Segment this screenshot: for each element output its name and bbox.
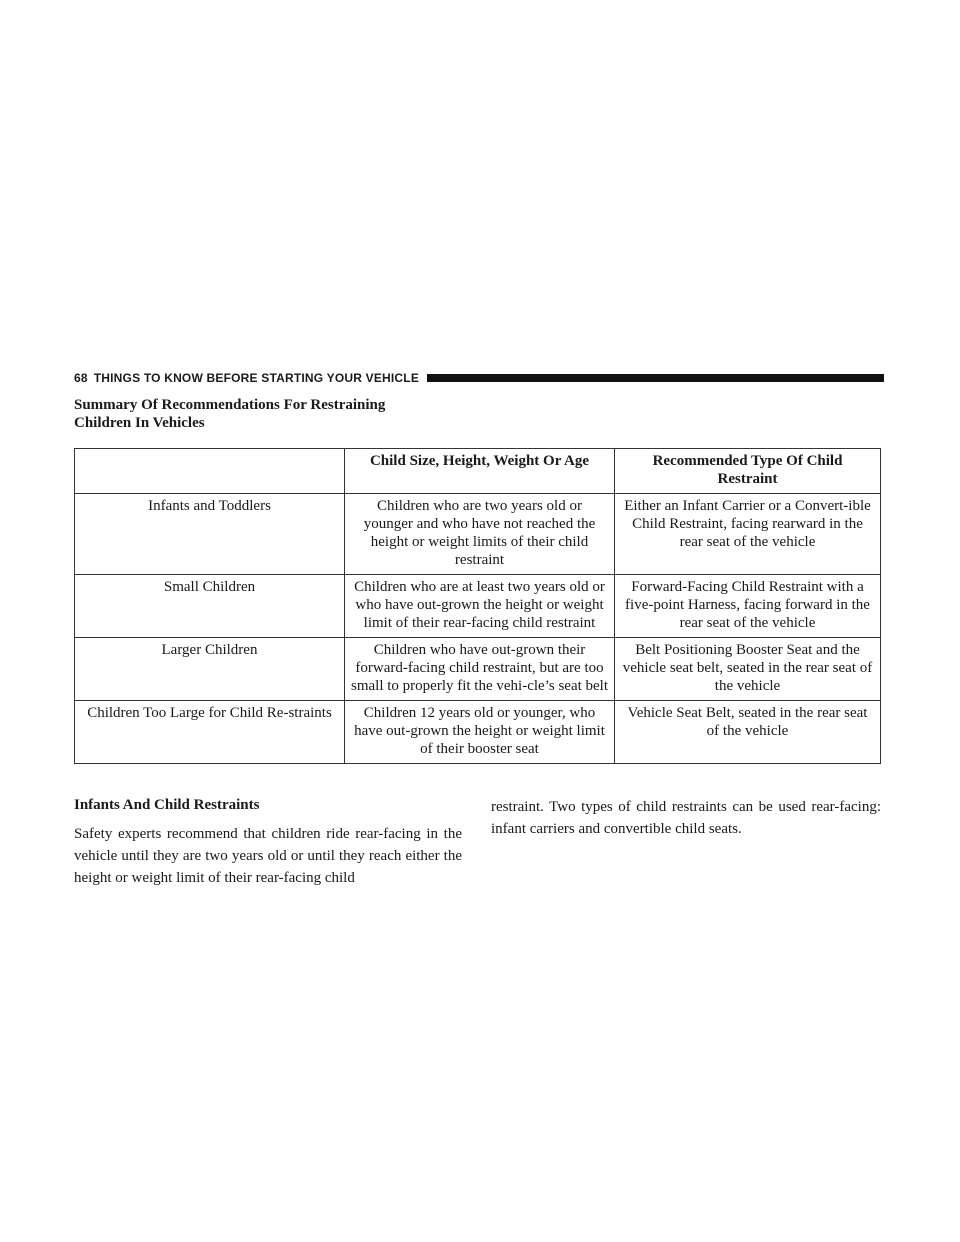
table-cell: Children 12 years old or younger, who have out-grown the height or weight limit of their booster seat [345,701,615,764]
table-cell: Forward-Facing Child Restraint with a five-point Harness, facing forward in the rear seat of the vehicle [615,575,881,638]
table-header-cell: Recommended Type Of Child Restraint [615,449,881,494]
table-row [75,494,881,575]
table-cell: Children who are at least two years old or who have out-grown the height or weight limit of their rear-facing child restraint [345,575,615,638]
table-row [75,701,881,764]
chapter-title: THINGS TO KNOW BEFORE STARTING YOUR VEHICLE [93,371,420,385]
table-cell: Either an Infant Carrier or a Convert-ible Child Restraint, facing rearward in the rear seat of the vehicle [615,494,881,575]
section-title-line-2: Children In Vehicles [74,415,205,431]
table-cell: Children Too Large for Child Re-straints [75,701,345,764]
table-cell: Children who are two years old or younger and who have not reached the height or weight limits of their child restraint [345,494,615,575]
header-rule [427,374,884,382]
subsection-title: Infants And Child Restraints [74,797,260,813]
table-cell: Belt Positioning Booster Seat and the vehicle seat belt, seated in the rear seat of the vehicle [615,638,881,701]
page-header [74,370,884,386]
table-cell: Children who have out-grown their forward-facing child restraint, but are too small to properly fit the vehi-cle’s seat belt [345,638,615,701]
recommendations-table [74,448,881,764]
table-header-row [75,449,881,494]
table-header-cell [75,449,345,494]
page-number: 68 [74,371,88,385]
body-paragraph-left: Safety experts recommend that children ride rear-facing in the vehicle until they are two years old or until they reach either the height or weight limit of their rear-facing child [74,826,462,886]
section-title [74,396,494,432]
table-header-cell: Child Size, Height, Weight Or Age [345,449,615,494]
table-cell: Larger Children [75,638,345,701]
table-row [75,575,881,638]
table-cell: Small Children [75,575,345,638]
table-row [75,638,881,701]
section-title-line-1: Summary Of Recommendations For Restraining [74,397,386,413]
body-paragraph-right: restraint. Two types of child restraints can be used rear-facing: infant carriers and convertible child seats. [491,799,881,837]
table-cell: Vehicle Seat Belt, seated in the rear seat of the vehicle [615,701,881,764]
table-cell: Infants and Toddlers [75,494,345,575]
